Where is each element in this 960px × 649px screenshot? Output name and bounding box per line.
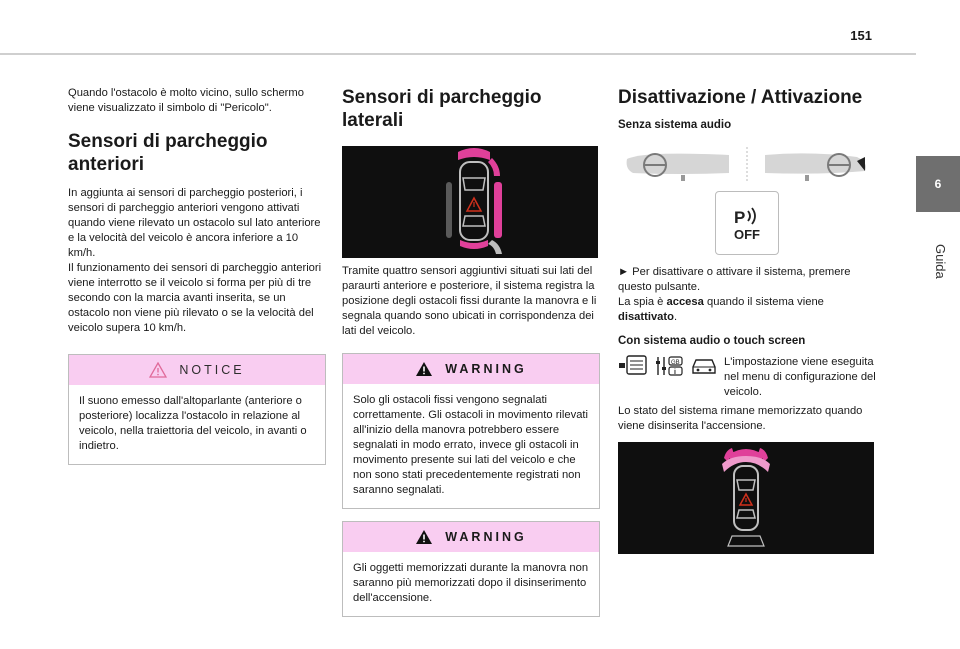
side-sensors-image <box>342 146 598 258</box>
warning-header-1 <box>343 354 599 384</box>
page-number: 151 <box>850 28 872 43</box>
vehicle-settings-icon <box>654 355 684 377</box>
warning-box-2 <box>342 521 600 617</box>
audio-subheading: Con sistema audio o touch screen <box>618 335 806 347</box>
column-2 <box>342 86 600 617</box>
notice-title: NOTICE <box>179 363 245 377</box>
top-rule <box>0 53 916 55</box>
indicator-text-2: quando il sistema viene <box>703 296 824 308</box>
indicator-bold-1: accesa <box>666 296 704 308</box>
warning-icon <box>415 529 433 545</box>
memory-paragraph: Lo stato del sistema rimane memorizzato quando viene disinserita l'accensione. <box>618 405 863 432</box>
menu-icons-row <box>618 355 876 400</box>
menu-configuration-text: L'impostazione viene eseguita nel menu di configurazione del veicolo. <box>724 356 876 398</box>
parking-sensor-icon <box>730 205 764 227</box>
front-sensors-heading: Sensori di parcheggio anteriori <box>68 131 268 175</box>
no-audio-subheading: Senza sistema audio <box>618 119 732 131</box>
car-sensor-display-illustration <box>618 442 874 554</box>
front-sensors-paragraph-2: Il funzionamento dei sensori di parcheggio anteriori viene interrotto se il veicolo si forma per più di tre secondo con la marcia avanti inserita, se un ostacolo non viene più rilevato o se la velocità del veicolo supera 10 km/h. <box>68 262 322 334</box>
notice-box <box>68 354 326 465</box>
dashboard-illustration <box>618 147 876 183</box>
intro-paragraph: Quando l'ostacolo è molto vicino, sullo schermo viene visualizzato il simbolo di "Pericolo". <box>68 87 304 114</box>
warning-text-1: Solo gli ostacoli fissi vengono segnalati correttamente. Gli ostacoli in movimento rilevati all'inizio della manovra potrebbero essere segnalati in modo errato, invece gli ostacoli in movimento presente sui lati del veicolo e che non sono stati precedentemente registrati non saranno segnalati. <box>353 394 589 496</box>
side-sensors-paragraph: Tramite quattro sensori aggiuntivi situati sui lati del paraurti anteriore e posteriore, il sistema registra la posizione degli ostacoli fissi durante la manovra e li segnala quando sono ubicati in corrispondenza dei lati del veicolo. <box>342 265 597 337</box>
warning-text-2: Gli oggetti memorizzati durante la manovra non saranno più memorizzati dopo il disinserimento dell'accensione. <box>353 562 589 604</box>
parking-sensor-off-button[interactable] <box>715 191 779 255</box>
deactivation-heading: Disattivazione / Attivazione <box>618 87 863 108</box>
notice-header <box>69 355 325 385</box>
notice-text: Il suono emesso dall'altoparlante (anteriore o posteriore) localizza l'ostacolo in relazione al veicolo, nella traiettoria del veicolo, in avanti o indietro. <box>79 395 307 452</box>
button-off-label: OFF <box>734 226 760 242</box>
indicator-text-1: La spia è <box>618 296 667 308</box>
warning-title-1: WARNING <box>445 362 527 376</box>
indicator-bold-2: disattivato <box>618 311 674 323</box>
section-tab[interactable]: 6 <box>916 156 960 212</box>
touchscreen-menu-icon <box>618 355 648 377</box>
side-sensors-heading: Sensori di parcheggio laterali <box>342 87 542 131</box>
steering-wheel-left-icon <box>623 147 733 183</box>
section-label: Guida <box>933 244 948 279</box>
column-1 <box>68 86 326 465</box>
steering-wheel-right-icon <box>761 147 871 183</box>
car-settings-icon <box>690 355 718 377</box>
indicator-paragraph <box>618 295 876 325</box>
warning-header-2 <box>343 522 599 552</box>
svg-text:P: P <box>734 207 746 227</box>
svg-text:i: i <box>674 369 676 376</box>
warning-icon <box>415 361 433 377</box>
front-sensors-image <box>618 442 874 554</box>
indicator-text-3: . <box>673 311 678 323</box>
column-3 <box>618 86 876 554</box>
warning-title-2: WARNING <box>445 530 527 544</box>
divider-line <box>745 147 749 183</box>
car-sensor-illustration <box>342 146 598 258</box>
warning-box-1 <box>342 353 600 509</box>
toggle-instruction: ► Per disattivare o attivare il sistema, premere questo pulsante. <box>618 266 851 293</box>
svg-text:GB: GB <box>671 360 680 366</box>
caution-outline-icon <box>149 362 167 378</box>
front-sensors-paragraph-1: In aggiunta ai sensori di parcheggio posteriori, i sensori di parcheggio anteriori vengono attivati quando viene rilevato un ostacolo sul lato anteriore e la velocità del veicolo è ancora inferiore a 10 km/h. <box>68 187 321 259</box>
